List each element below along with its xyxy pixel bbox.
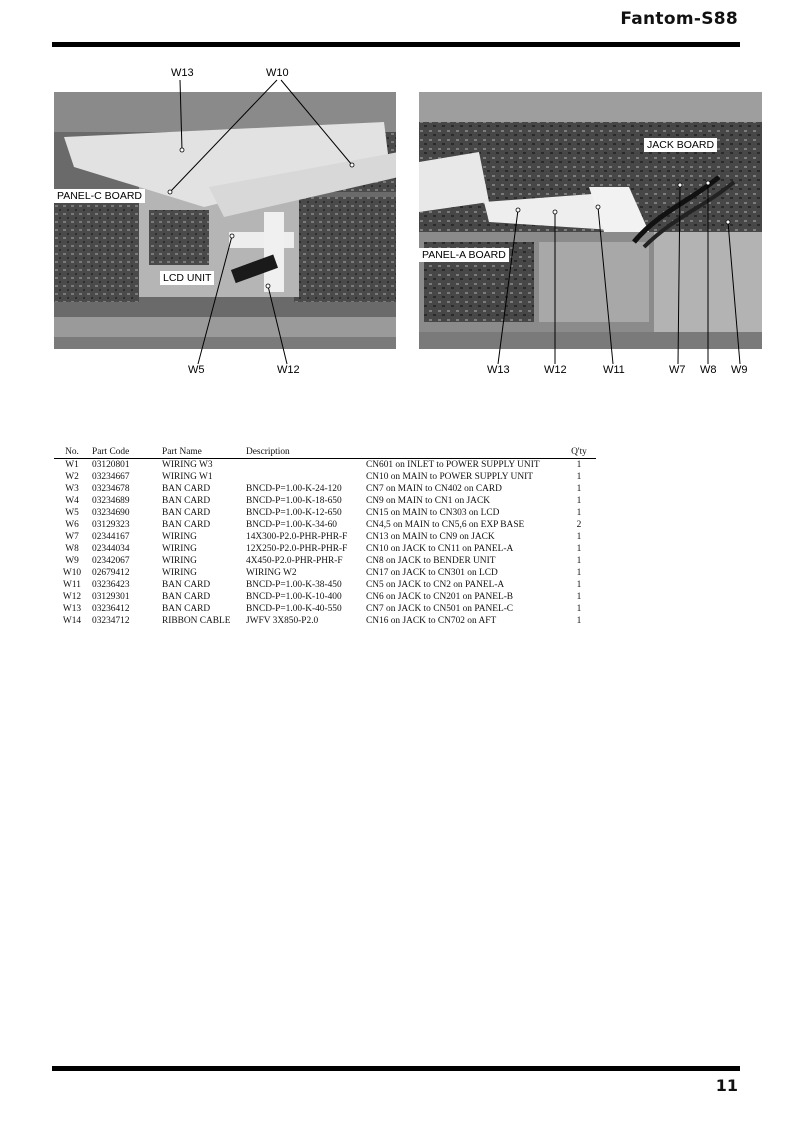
cell-part-name: WIRING	[162, 544, 197, 554]
cell-connection: CN601 on INLET to POWER SUPPLY UNIT	[366, 460, 540, 470]
table-row	[54, 567, 596, 579]
cell-connection: CN13 on MAIN to CN9 on JACK	[366, 532, 495, 542]
cell-connection: CN8 on JACK to BENDER UNIT	[366, 556, 496, 566]
table-row	[54, 579, 596, 591]
cell-part-code: 03129323	[92, 520, 130, 530]
parts-table-body	[54, 459, 596, 628]
cell-part-name: WIRING W1	[162, 472, 213, 482]
cell-no: W8	[65, 544, 79, 554]
cell-no: W7	[65, 532, 79, 542]
callout-right-w12: W12	[544, 364, 567, 376]
panel-c-board-label: PANEL-C BOARD	[54, 189, 145, 203]
cell-qty: 1	[576, 508, 582, 518]
callout-right-w9: W9	[731, 364, 748, 376]
cell-no: W12	[62, 592, 82, 602]
callout-left-w12: W12	[277, 364, 300, 376]
cell-qty: 1	[576, 592, 582, 602]
page-header-title: Fantom-S88	[620, 9, 738, 29]
cell-part-code: 03234689	[92, 496, 130, 506]
callout-left-w10: W10	[266, 67, 289, 79]
callout-right-w11: W11	[603, 364, 625, 376]
cell-qty: 1	[576, 460, 582, 470]
table-row	[54, 507, 596, 519]
header-part-name: Part Name	[160, 447, 244, 459]
cell-part-code: 03120801	[92, 460, 130, 470]
cell-description: WIRING W2	[246, 568, 297, 578]
cell-part-name: WIRING	[162, 556, 197, 566]
header-connection	[364, 447, 562, 459]
cell-qty: 2	[576, 520, 582, 530]
cell-no: W10	[62, 568, 82, 578]
table-row	[54, 459, 596, 472]
cell-qty: 1	[576, 604, 582, 614]
cell-qty: 1	[576, 484, 582, 494]
cell-part-code: 03236412	[92, 604, 130, 614]
cell-connection: CN16 on JACK to CN702 on AFT	[366, 616, 497, 626]
cell-connection: CN4,5 on MAIN to CN5,6 on EXP BASE	[366, 520, 525, 530]
header-qty: Q'ty	[562, 447, 596, 459]
cell-qty: 1	[576, 580, 582, 590]
cell-part-name: BAN CARD	[162, 520, 211, 530]
header-description: Description	[244, 447, 364, 459]
cell-part-name: BAN CARD	[162, 484, 211, 494]
cell-description: 12X250-P2.0-PHR-PHR-F	[246, 544, 348, 554]
cell-description: 14X300-P2.0-PHR-PHR-F	[246, 532, 348, 542]
cell-qty: 1	[576, 616, 582, 626]
cell-description	[244, 459, 364, 472]
cell-part-code: 02344034	[92, 544, 130, 554]
left-photo	[54, 92, 396, 349]
cell-no: W9	[65, 556, 79, 566]
callout-right-w13: W13	[487, 364, 510, 376]
cell-qty: 1	[576, 496, 582, 506]
cell-connection: CN7 on JACK to CN501 on PANEL-C	[366, 604, 514, 614]
cell-no: W1	[65, 460, 79, 470]
cell-no: W11	[63, 580, 81, 590]
cell-part-code: 03234667	[92, 472, 130, 482]
cell-part-code: 03129301	[92, 592, 130, 602]
cell-part-name: BAN CARD	[162, 508, 211, 518]
cell-qty: 1	[576, 532, 582, 542]
cell-part-code: 02679412	[92, 568, 130, 578]
cell-part-name: BAN CARD	[162, 604, 211, 614]
cell-part-code: 03236423	[92, 580, 130, 590]
left-photo-drawing	[54, 92, 396, 349]
page-number: 11	[715, 1076, 738, 1095]
cell-connection: CN10 on MAIN to POWER SUPPLY UNIT	[366, 472, 533, 482]
cell-part-code: 02344167	[92, 532, 130, 542]
cell-description: BNCD-P=1.00-K-34-60	[246, 520, 337, 530]
cell-qty: 1	[576, 556, 582, 566]
cell-part-name: RIBBON CABLE	[162, 616, 231, 626]
cell-description: BNCD-P=1.00-K-24-120	[246, 484, 342, 494]
cell-part-code: 03234712	[92, 616, 130, 626]
parts-table	[54, 447, 596, 627]
cell-no: W6	[65, 520, 79, 530]
cell-connection: CN9 on MAIN to CN1 on JACK	[366, 496, 490, 506]
table-row	[54, 483, 596, 495]
table-row	[54, 471, 596, 483]
cell-description: 4X450-P2.0-PHR-PHR-F	[246, 556, 343, 566]
table-row	[54, 603, 596, 615]
cell-qty: 1	[576, 472, 582, 482]
table-row	[54, 531, 596, 543]
cell-description: BNCD-P=1.00-K-12-650	[246, 508, 342, 518]
cell-connection: CN6 on JACK to CN201 on PANEL-B	[366, 592, 514, 602]
cell-part-name: BAN CARD	[162, 580, 211, 590]
callout-left-w5: W5	[188, 364, 205, 376]
header-no: No.	[54, 447, 90, 459]
cell-part-name: BAN CARD	[162, 496, 211, 506]
jack-board-label: JACK BOARD	[644, 138, 717, 152]
cell-description: JWFV 3X850-P2.0	[246, 616, 319, 626]
cell-description: BNCD-P=1.00-K-40-550	[246, 604, 342, 614]
panel-a-board-label: PANEL-A BOARD	[419, 248, 509, 262]
cell-part-name: BAN CARD	[162, 592, 211, 602]
cell-description	[244, 471, 364, 483]
cell-part-name: WIRING	[162, 568, 197, 578]
right-photo	[419, 92, 762, 349]
cell-part-code: 02342067	[92, 556, 130, 566]
callout-right-w8: W8	[700, 364, 717, 376]
cell-connection: CN15 on MAIN to CN303 on LCD	[366, 508, 500, 518]
cell-part-name: WIRING W3	[162, 460, 213, 470]
cell-connection: CN10 on JACK to CN11 on PANEL-A	[366, 544, 514, 554]
table-header-row	[54, 447, 596, 459]
callout-right-w7: W7	[669, 364, 686, 376]
cell-no: W14	[62, 616, 82, 626]
table-row	[54, 615, 596, 627]
cell-connection: CN17 on JACK to CN301 on LCD	[366, 568, 498, 578]
header-part-code: Part Code	[90, 447, 160, 459]
cell-no: W13	[62, 604, 82, 614]
cell-connection: CN7 on MAIN to CN402 on CARD	[366, 484, 502, 494]
header-rule	[52, 42, 740, 47]
table-row	[54, 495, 596, 507]
cell-part-code: 03234678	[92, 484, 130, 494]
cell-qty: 1	[576, 568, 582, 578]
cell-no: W2	[65, 472, 79, 482]
cell-description: BNCD-P=1.00-K-10-400	[246, 592, 342, 602]
callout-left-w13: W13	[171, 67, 194, 79]
cell-connection: CN5 on JACK to CN2 on PANEL-A	[366, 580, 505, 590]
cell-no: W3	[65, 484, 79, 494]
table-row	[54, 519, 596, 531]
lcd-unit-label: LCD UNIT	[160, 271, 214, 285]
footer-rule	[52, 1066, 740, 1071]
cell-qty: 1	[576, 544, 582, 554]
cell-part-name: WIRING	[162, 532, 197, 542]
cell-description: BNCD-P=1.00-K-38-450	[246, 580, 342, 590]
table-row	[54, 591, 596, 603]
cell-no: W4	[65, 496, 79, 506]
cell-no: W5	[65, 508, 79, 518]
table-row	[54, 555, 596, 567]
cell-description: BNCD-P=1.00-K-18-650	[246, 496, 342, 506]
right-photo-drawing	[419, 92, 762, 349]
table-row	[54, 543, 596, 555]
cell-part-code: 03234690	[92, 508, 130, 518]
